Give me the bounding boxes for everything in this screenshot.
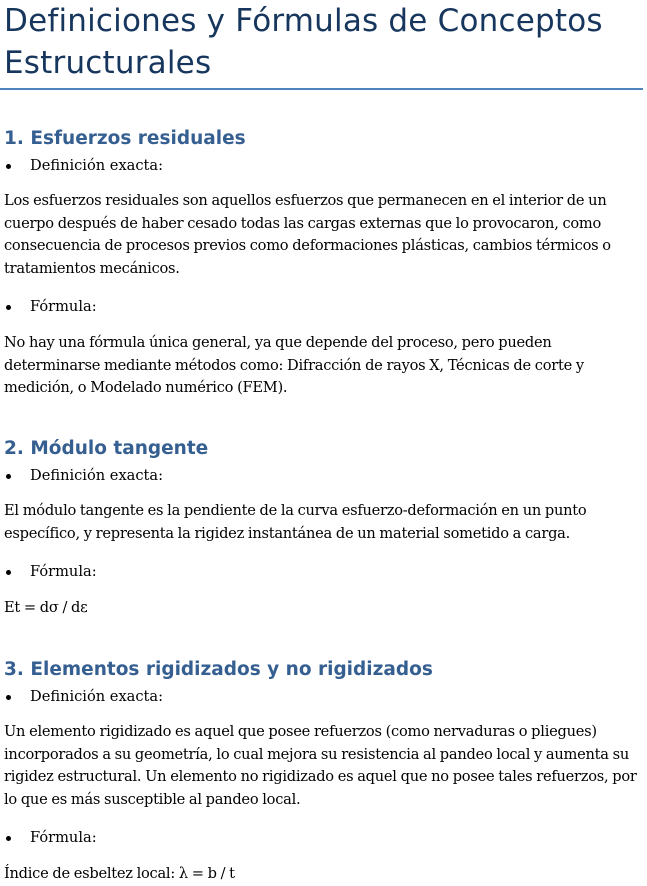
section-elementos-rigidizados	[4, 658, 644, 886]
formula-label: Fórmula:	[30, 829, 97, 846]
definition-text: Los esfuerzos residuales son aquellos esfuerzos que permanecen en el interior de un cuerpo después de haber cesado todas las cargas externas que lo provocaron, como consecuencia de procesos previos como deformaciones plásticas, cambios térmicos o tratamientos mecánicos.	[4, 192, 611, 277]
bullet-icon	[6, 695, 11, 700]
definition-label: Definición exacta:	[30, 467, 164, 484]
bullet-icon	[6, 836, 11, 841]
document-title-line-1: Definiciones y Fórmulas de Conceptos	[4, 3, 603, 39]
bullet-icon	[6, 570, 11, 575]
section-esfuerzos-residuales	[4, 127, 644, 400]
section-heading: 1. Esfuerzos residuales	[4, 128, 246, 149]
bullet-icon	[6, 474, 11, 479]
formula-text: Índice de esbeltez local: λ = b / t	[4, 865, 235, 882]
section-modulo-tangente	[4, 437, 644, 620]
definition-label: Definición exacta:	[30, 157, 164, 174]
formula-bullet	[4, 297, 644, 317]
document-page	[4, 0, 647, 84]
formula-bullet	[4, 828, 644, 848]
formula-text: Et = dσ / dε	[4, 599, 88, 616]
definition-text: Un elemento rigidizado es aquel que posee refuerzos (como nervaduras o pliegues) incorporados a su geometría, lo cual mejora su resistencia al pandeo local y aumenta su rigidez estructural. Un elemento no rigidizado es aquel que no posee tales refuerzos, por lo que es más susceptible al pandeo local.	[4, 723, 637, 808]
bullet-icon	[6, 164, 11, 169]
document-title-line-2: Estructurales	[4, 45, 212, 81]
formula-bullet	[4, 562, 644, 582]
formula-text: No hay una fórmula única general, ya que depende del proceso, pero pueden determinarse mediante métodos como: Difracción de rayos X, Técnicas de corte y medición, o Modelado numérico (FEM).	[4, 334, 584, 396]
bullet-icon	[6, 305, 11, 310]
document-title	[4, 0, 647, 84]
formula-label: Fórmula:	[30, 298, 97, 315]
section-heading: 2. Módulo tangente	[4, 438, 209, 459]
definition-bullet	[4, 687, 644, 707]
definition-bullet	[4, 466, 644, 486]
definition-label: Definición exacta:	[30, 688, 164, 705]
definition-bullet	[4, 156, 644, 176]
formula-label: Fórmula:	[30, 563, 97, 580]
definition-text: El módulo tangente es la pendiente de la curva esfuerzo-deformación en un punto específico, y representa la rigidez instantánea de un material sometido a carga.	[4, 502, 587, 542]
section-heading: 3. Elementos rigidizados y no rigidizados	[4, 659, 433, 680]
title-underline	[0, 88, 643, 90]
